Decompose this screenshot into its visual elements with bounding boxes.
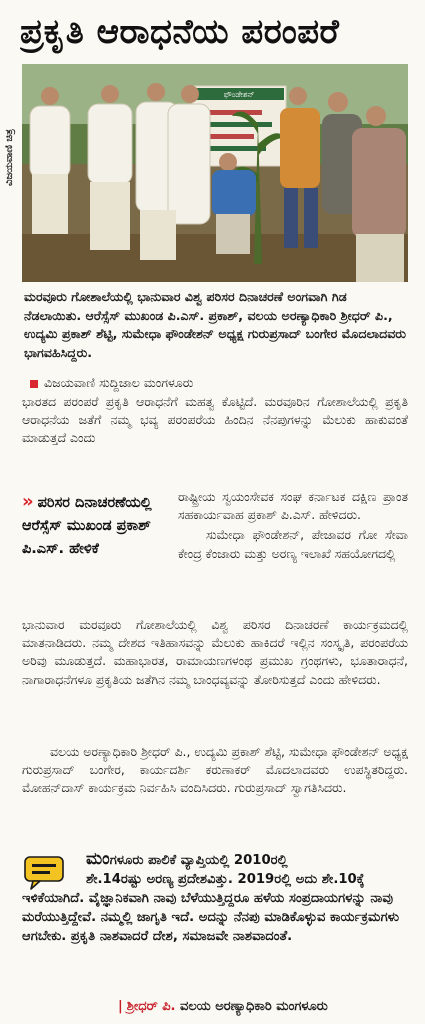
- para3-text: ವಲಯ ಅರಣ್ಯಾಧಿಕಾರಿ ಶ್ರೀಧರ್ ಪಿ., ಉದ್ಯಮಿ ಪ್ರಕಾಶ್ ಶೆಟ್ಟಿ, ಸುಮೇಧಾ ಫೌಂಡೇಶನ್ ಅಧ್ಯಕ್ಷ ಗುರುಪ್ರಸಾದ್ ಬಂಗೇರ, ಕಾರ್ಯದರ್ಶಿ ಕರುಣಾಕರ್ ಮೊದಲಾದವರು ಉಪಸ್ಥಿತರಿದ್ದರು. ಮೋಹನ್‌ದಾಸ್ ಕಾರ್ಯಕ್ರಮ ನಿರ್ವಹಿಸಿ ವಂದಿಸಿದರು. ಗುರುಪ್ರಸಾದ್ ಸ್ವಾಗತಿಸಿದರು.: [22, 744, 408, 796]
- quote-text: [22, 850, 406, 946]
- speech-bubble-icon: [24, 856, 64, 890]
- byline-text: ವಿಜಯವಾಣಿ ಸುದ್ದಿಜಾಲ ಮಂಗಳೂರು: [44, 375, 194, 390]
- quote-author: [118, 998, 418, 1016]
- quote-rest: ಇಳಿಕೆಯಾಗಿದೆ. ವೈಜ್ಞಾನಿಕವಾಗಿ ನಾವು ಬೆಳೆಯುತ್ತಿದ್ದರೂ ಹಳೆಯ ಸಂಪ್ರದಾಯಗಳನ್ನು ನಾವು ಮರೆಯುತ್ತಿದ್ದೇವೆ. ನಮ್ಮಲ್ಲಿ ಜಾಗೃತಿ ಇದೆ. ಅದನ್ನು ನೆನಪು ಮಾಡಿಕೊಳ್ಳುವ ಕಾರ್ಯಕ್ರಮಗಳು ಆಗಬೇಕು. ಪ್ರಕೃತಿ ನಾಶವಾದರೆ ದೇಶ, ಸಮಾಜವೇ ನಾಶವಾದಂತೆ.: [22, 891, 400, 944]
- author-name: ಶ್ರೀಧರ್ ಪಿ.: [126, 999, 176, 1014]
- right-column: [178, 488, 408, 563]
- quote-drop: ಮಂ: [86, 849, 110, 869]
- body-paragraph-3: [22, 743, 408, 798]
- byline: [30, 374, 410, 392]
- banner-text: ಫೌಂಡೇಶನ್: [223, 90, 255, 99]
- body-paragraph-2: [22, 616, 408, 689]
- para1-text: ಭಾರತದ ಪರಂಪರೆ ಪ್ರಕೃತಿ ಆರಾಧನೆಗೆ ಮಹತ್ವ ಕೊಟ್ಟಿದೆ. ಮರವೂರಿನ ಗೋಶಾಲೆಯಲ್ಲಿ ಪ್ರಕೃತಿ ಆರಾಧನೆಯ ಜತೆಗೆ ನಮ್ಮ ಭವ್ಯ ಪರಂಪರೆಯ ಹಿಂದಿನ ನೆನಪುಗಳನ್ನು ಮೆಲುಕು ಹಾಕುವಂತೆ ಮಾಡುತ್ತದೆ ಎಂದು: [22, 394, 408, 446]
- pull-quote-marker-icon: »: [22, 491, 34, 512]
- pull-quote-text: ಪರಿಸರ ದಿನಾಚರಣೆಯಲ್ಲಿ ಆರೆಸ್ಸೆಸ್ ಮುಖಂಡ ಪ್ರಕಾಶ್ ಪಿ.ಎಸ್. ಹೇಳಿಕೆ: [22, 495, 152, 557]
- right-column-text: ರಾಷ್ಟ್ರೀಯ ಸ್ವಯಂಸೇವಕ ಸಂಘ ಕರ್ನಾಟಕ ದಕ್ಷಿಣ ಪ್ರಾಂತ ಸಹಕಾರ್ಯವಾಹ ಪ್ರಕಾಶ್ ಪಿ.ಎಸ್. ಹೇಳಿದರು.: [178, 489, 408, 523]
- photo-credit: ವಿಜಯವಾಣಿ ಚಿತ್ರ: [4, 129, 15, 186]
- headline: ಪ್ರಕೃತಿ ಆರಾಧನೆಯ ಪರಂಪರೆ: [20, 12, 340, 52]
- right-column-text-2: ಸುಮೇಧಾ ಫೌಂಡೇಶನ್, ಪೇಜಾವರ ಗೋ ಸೇವಾ ಕೇಂದ್ರ ಕೆಂಜಾರು ಮತ್ತು ಅರಣ್ಯ ಇಲಾಖೆ ಸಹಯೋಗದಲ್ಲಿ: [178, 527, 408, 561]
- quote-first-line: ಗಳೂರು ಪಾಲಿಕೆ ವ್ಯಾಪ್ತಿಯಲ್ಲಿ 2010ರಲ್ಲಿ: [109, 853, 288, 868]
- caption-text: ಮರವೂರು ಗೋಶಾಲೆಯಲ್ಲಿ ಭಾನುವಾರ ವಿಶ್ವ ಪರಿಸರ ದಿನಾಚರಣೆ ಅಂಗವಾಗಿ ಗಿಡ ನೆಡಲಾಯಿತು. ಆರೆಸ್ಸೆಸ್ ಮುಖಂಡ ಪಿ.ಎಸ್. ಪ್ರಕಾಶ್, ವಲಯ ಅರಣ್ಯಾಧಿಕಾರಿ ಶ್ರೀಧರ್ ಪಿ., ಉದ್ಯಮಿ ಪ್ರಕಾಶ್ ಶೆಟ್ಟಿ, ಸುಮೇಧಾ ಫೌಂಡೇಶನ್ ಅಧ್ಯಕ್ಷ ಗುರುಪ್ರಸಾದ್ ಬಂಗೇರ ಮೊದಲಾದವರು ಭಾಗವಹಿಸಿದ್ದರು.: [24, 289, 406, 360]
- quote-box: [22, 850, 408, 1018]
- para2-text: ಭಾನುವಾರ ಮರವೂರು ಗೋಶಾಲೆಯಲ್ಲಿ ವಿಶ್ವ ಪರಿಸರ ದಿನಾಚರಣೆ ಕಾರ್ಯಕ್ರಮದಲ್ಲಿ ಮಾತನಾಡಿದರು. ನಮ್ಮ ದೇಶದ ಇತಿಹಾಸವನ್ನು ಮೆಲುಕು ಹಾಕಿದರೆ ಇಲ್ಲಿನ ಸಂಸ್ಕೃತಿ, ಪರಂಪರೆಯ ಅರಿವು ಮೂಡುತ್ತದೆ. ಮಹಾಭಾರತ, ರಾಮಾಯಣಗಳಂಥ ಪ್ರಮುಖ ಗ್ರಂಥಗಳು, ಭೂತಾರಾಧನೆ, ನಾಗಾರಾಧನೆಗಳೂ ಪ್ರಕೃತಿಯ ಜತೆಗಿನ ನಮ್ಮ ಬಾಂಧವ್ಯವನ್ನು ತೋರಿಸುತ್ತದೆ ಎಂದು ಹೇಳಿದರು.: [22, 617, 408, 687]
- body-paragraph-1: [22, 393, 408, 448]
- byline-marker-icon: [30, 380, 38, 388]
- author-marker-icon: |: [118, 999, 123, 1014]
- pull-quote: [22, 490, 172, 561]
- photo-caption: [24, 288, 406, 362]
- quote-second-line: ಶೇ.14ರಷ್ಟು ಅರಣ್ಯ ಪ್ರದೇಶವಿತ್ತು. 2019ರಲ್ಲಿ ಅದು ಶೇ.10ಕ್ಕೆ: [86, 872, 365, 887]
- news-photo: [22, 64, 408, 282]
- author-role: ವಲಯ ಅರಣ್ಯಾಧಿಕಾರಿ ಮಂಗಳೂರು: [180, 999, 328, 1014]
